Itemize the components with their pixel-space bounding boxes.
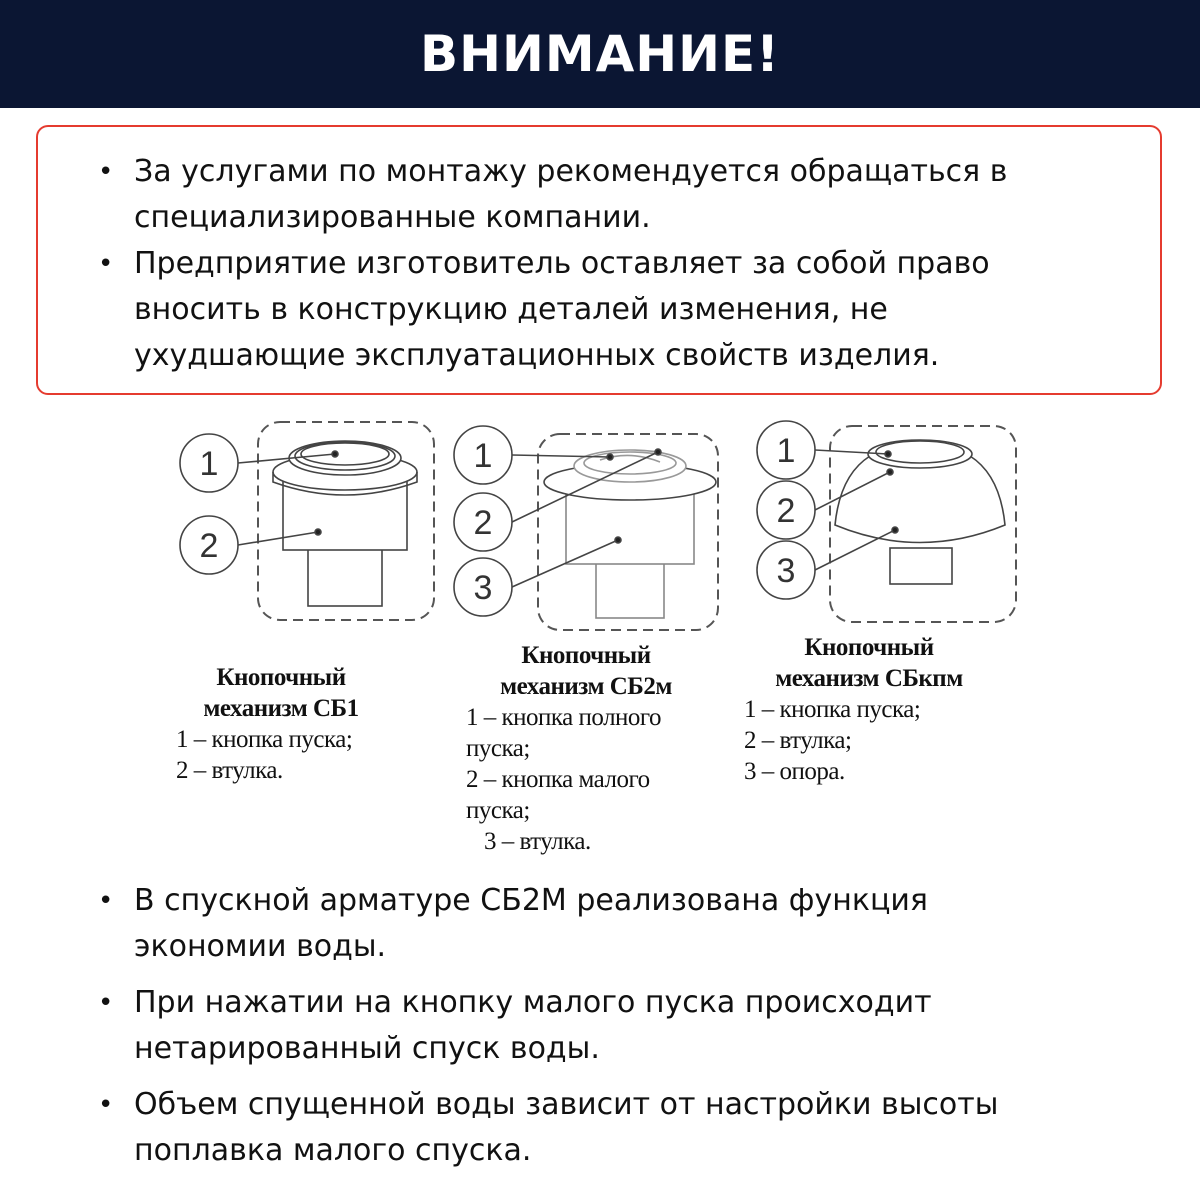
caption-item: 3 – опора.	[744, 758, 845, 785]
caption-title: механизм СБ1	[203, 695, 359, 722]
bullet-icon: •	[98, 249, 114, 279]
callout-label: 1	[473, 437, 493, 475]
callout-label: 2	[776, 492, 796, 530]
notice-line: специализированные компании.	[134, 200, 651, 235]
caption-title: Кнопочный	[216, 664, 346, 691]
notice-line: За услугами по монтажу рекомендуется обращаться в	[134, 154, 1008, 189]
caption-item: пуска;	[466, 797, 530, 824]
callout-label: 3	[776, 552, 796, 590]
caption-item: пуска;	[466, 735, 530, 762]
info-line: В спускной арматуре СБ2М реализована функция	[134, 883, 928, 918]
sbkpm-caption	[744, 632, 994, 787]
notice-line: вносить в конструкцию деталей изменения, не	[134, 292, 888, 327]
info-line: нетарированный спуск воды.	[134, 1031, 600, 1066]
info-item	[98, 1082, 1138, 1174]
info-line: При нажатии на кнопку малого пуска происходит	[134, 985, 932, 1020]
caption-title: механизм СБкпм	[775, 665, 963, 692]
bullet-icon: •	[98, 988, 114, 1018]
header-bar	[0, 0, 1200, 108]
caption-item: 3 – втулка.	[484, 828, 591, 855]
sb2m-caption	[466, 640, 706, 857]
caption-item: 2 – втулка.	[176, 757, 283, 784]
caption-item: 1 – кнопка пуска;	[744, 696, 921, 723]
notice-box	[36, 125, 1162, 395]
bullet-icon: •	[98, 1090, 114, 1120]
bullet-icon: •	[98, 886, 114, 916]
notice-list	[98, 149, 1118, 379]
info-line: экономии воды.	[134, 929, 387, 964]
sb1-caption	[176, 662, 386, 786]
caption-title: Кнопочный	[804, 634, 934, 661]
notice-line: Предприятие изготовитель оставляет за собой право	[134, 246, 990, 281]
notice-line: ухудшающие эксплуатационных свойств изделия.	[134, 338, 940, 373]
callout-label: 2	[199, 527, 219, 565]
page-title: ВНИМАНИЕ!	[420, 25, 780, 83]
caption-title: механизм СБ2м	[500, 673, 672, 700]
caption-title: Кнопочный	[521, 642, 651, 669]
callout-label: 1	[199, 445, 219, 483]
caption-item: 2 – кнопка малого	[466, 766, 650, 793]
callout-label: 3	[473, 569, 493, 607]
info-line: поплавка малого спуска.	[134, 1133, 532, 1168]
notice-item	[98, 241, 1118, 379]
caption-item: 1 – кнопка полного	[466, 704, 662, 731]
callout-label: 2	[473, 504, 493, 542]
caption-item: 1 – кнопка пуска;	[176, 726, 353, 753]
info-list	[98, 878, 1138, 1184]
bullet-icon: •	[98, 157, 114, 187]
info-item	[98, 980, 1138, 1072]
info-line: Объем спущенной воды зависит от настройки высоты	[134, 1087, 999, 1122]
info-item	[98, 878, 1138, 970]
notice-item	[98, 149, 1118, 241]
diagrams-section	[0, 400, 1200, 870]
caption-item: 2 – втулка;	[744, 727, 852, 754]
sbkpm-drawing	[757, 421, 1016, 622]
callout-label: 1	[776, 432, 796, 470]
sb2m-drawing	[454, 426, 718, 630]
